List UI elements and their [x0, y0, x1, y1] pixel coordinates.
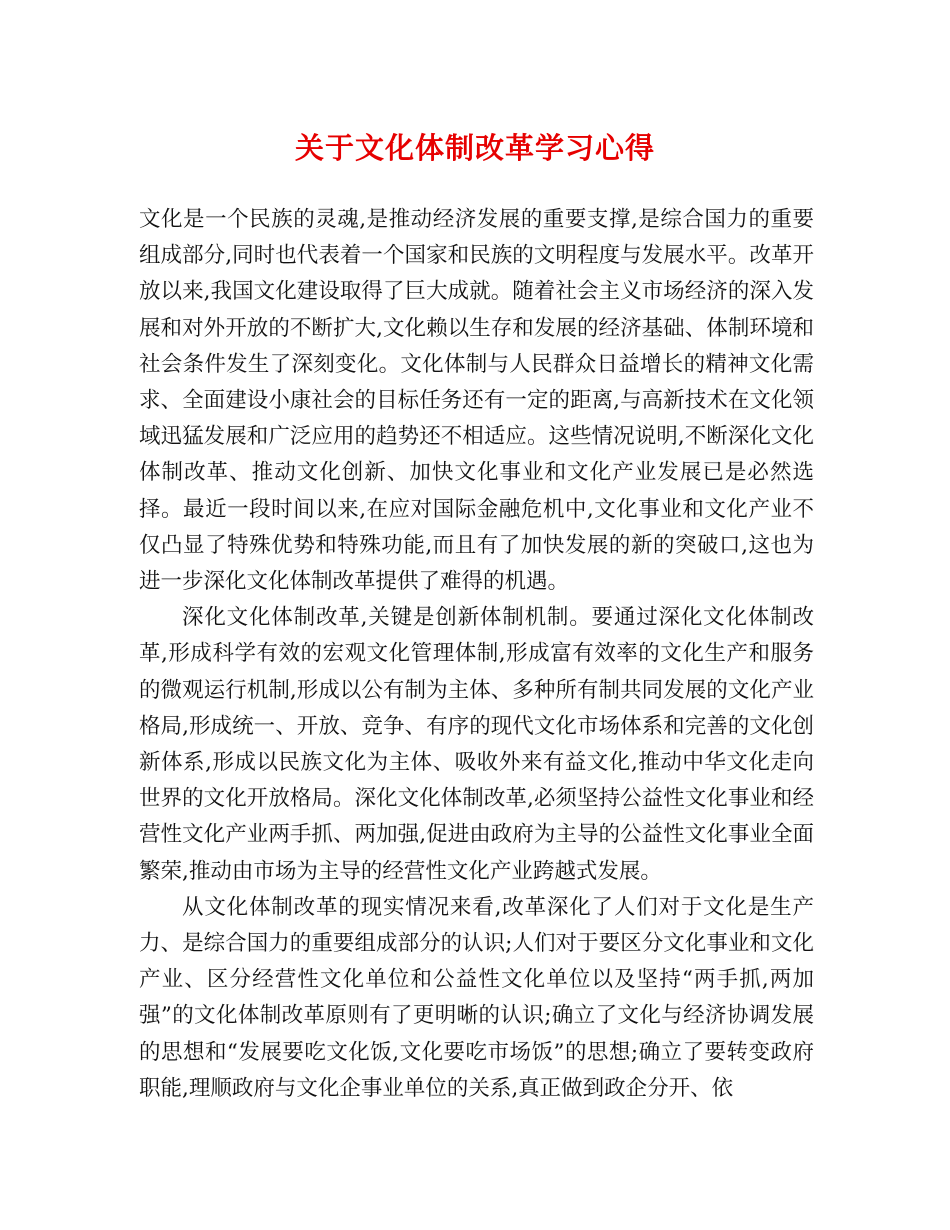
paragraph-1: 文化是一个民族的灵魂,是推动经济发展的重要支撑,是综合国力的重要组成部分,同时也代表着一个国家和民族的文明程度与发展水平。改革开放以来,我国文化建设取得了巨大成就。随着社会主义市场经济的深入发展和对外开放的不断扩大,文化赖以生存和发展的经济基础、体制环境和社会条件发生了深刻变化。文化体制与人民群众日益增长的精神文化需求、全面建设小康社会的目标任务还有一定的距离,与高新技术在文化领域迅猛发展和广泛应用的趋势还不相适应。这些情况说明,不断深化文化体制改革、推动文化创新、加快文化事业和文化产业发展已是必然选择。最近一段时间以来,在应对国际金融危机中,文化事业和文化产业不仅凸显了特殊优势和特殊功能,而且有了加快发展的新的突破口,这也为进一步深化文化体制改革提供了难得的机遇。 — [139, 207, 814, 595]
document-title: 关于文化体制改革学习心得 — [294, 131, 655, 165]
document-body — [139, 202, 814, 1107]
paragraph-3: 从文化体制改革的现实情况来看,改革深化了人们对于文化是生产力、是综合国力的重要组成部分的认识;人们对于要区分文化事业和文化产业、区分经营性文化单位和公益性文化单位以及坚持“两手抓,两加强”的文化体制改革原则有了更明晰的认识;确立了文化与经济协调发展的思想和“发展要吃文化饭,文化要吃市场饭”的思想;确立了要转变政府职能,理顺政府与文化企事业单位的关系,真正做到政企分开、依 — [139, 894, 814, 1101]
paragraph-2: 深化文化体制改革,关键是创新体制机制。要通过深化文化体制改革,形成科学有效的宏观文化管理体制,形成富有效率的文化生产和服务的微观运行机制,形成以公有制为主体、多种所有制共同发展的文化产业格局,形成统一、开放、竞争、有序的现代文化市场体系和完善的文化创新体系,形成以民族文化为主体、吸收外来有益文化,推动中华文化走向世界的文化开放格局。深化文化体制改革,必须坚持公益性文化事业和经营性文化产业两手抓、两加强,促进由政府为主导的公益性文化事业全面繁荣,推动由市场为主导的经营性文化产业跨越式发展。 — [139, 605, 814, 884]
